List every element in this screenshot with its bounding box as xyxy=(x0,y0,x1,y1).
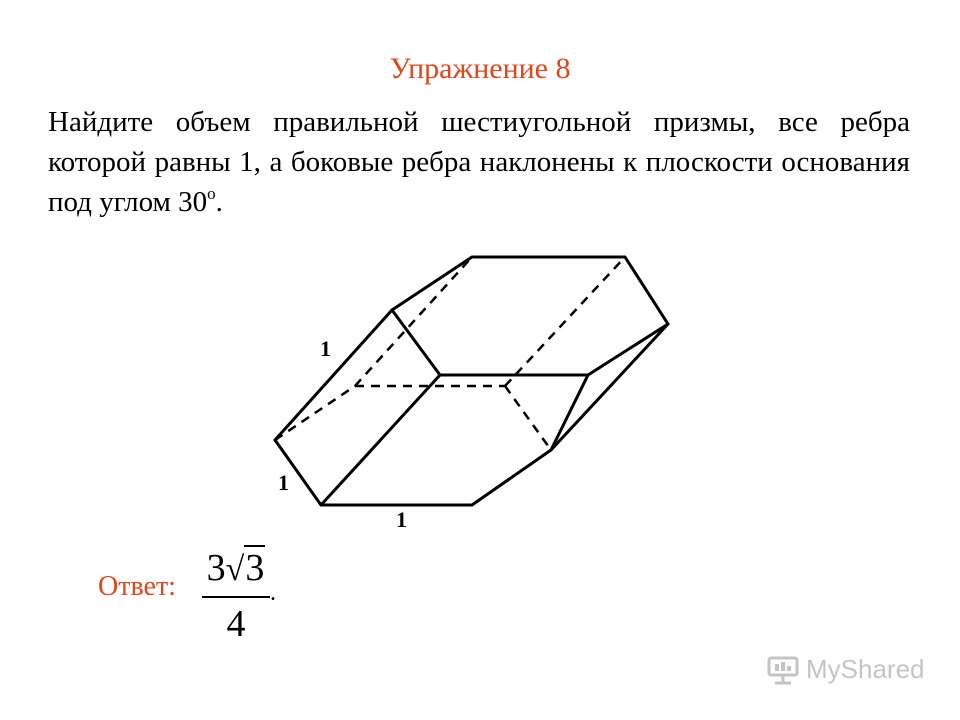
problem-text: Найдите объем правильной шестиугольной призмы, все ребра которой равны 1, а боковые ребра наклонены к плоскости основания под углом 30 xyxy=(48,106,910,218)
answer-trailing-dot: . xyxy=(270,580,276,606)
presentation-board-icon xyxy=(766,655,800,685)
fraction-denominator: 4 xyxy=(226,603,246,645)
problem-statement xyxy=(48,102,910,222)
prism-solid-edge xyxy=(321,375,440,505)
watermark xyxy=(766,654,925,685)
answer-label: Ответ: xyxy=(98,571,176,602)
degree-superscript: о xyxy=(207,184,216,203)
prism-solid-outline xyxy=(275,257,668,505)
hexagonal-prism-diagram xyxy=(250,240,690,540)
problem-end: . xyxy=(215,186,223,218)
fraction-numerator xyxy=(200,546,272,592)
prism-solid-edge xyxy=(392,310,440,375)
prism-hidden-edge xyxy=(505,257,625,386)
fraction-bar xyxy=(202,596,270,598)
numerator-radicand: 3 xyxy=(245,547,265,589)
prism-hidden-edge xyxy=(505,386,551,450)
edge-label-lateral: 1 xyxy=(320,336,331,361)
watermark-text: MyShared xyxy=(806,654,925,684)
prism-hidden-edge xyxy=(355,257,472,386)
edge-label-base: 1 xyxy=(396,507,407,532)
numerator-coefficient: 3 xyxy=(206,547,226,589)
edge-label-short: 1 xyxy=(278,470,289,495)
exercise-title: Упражнение 8 xyxy=(389,52,571,85)
prism-solid-edge xyxy=(551,324,668,450)
sqrt-icon: √ xyxy=(225,551,245,588)
